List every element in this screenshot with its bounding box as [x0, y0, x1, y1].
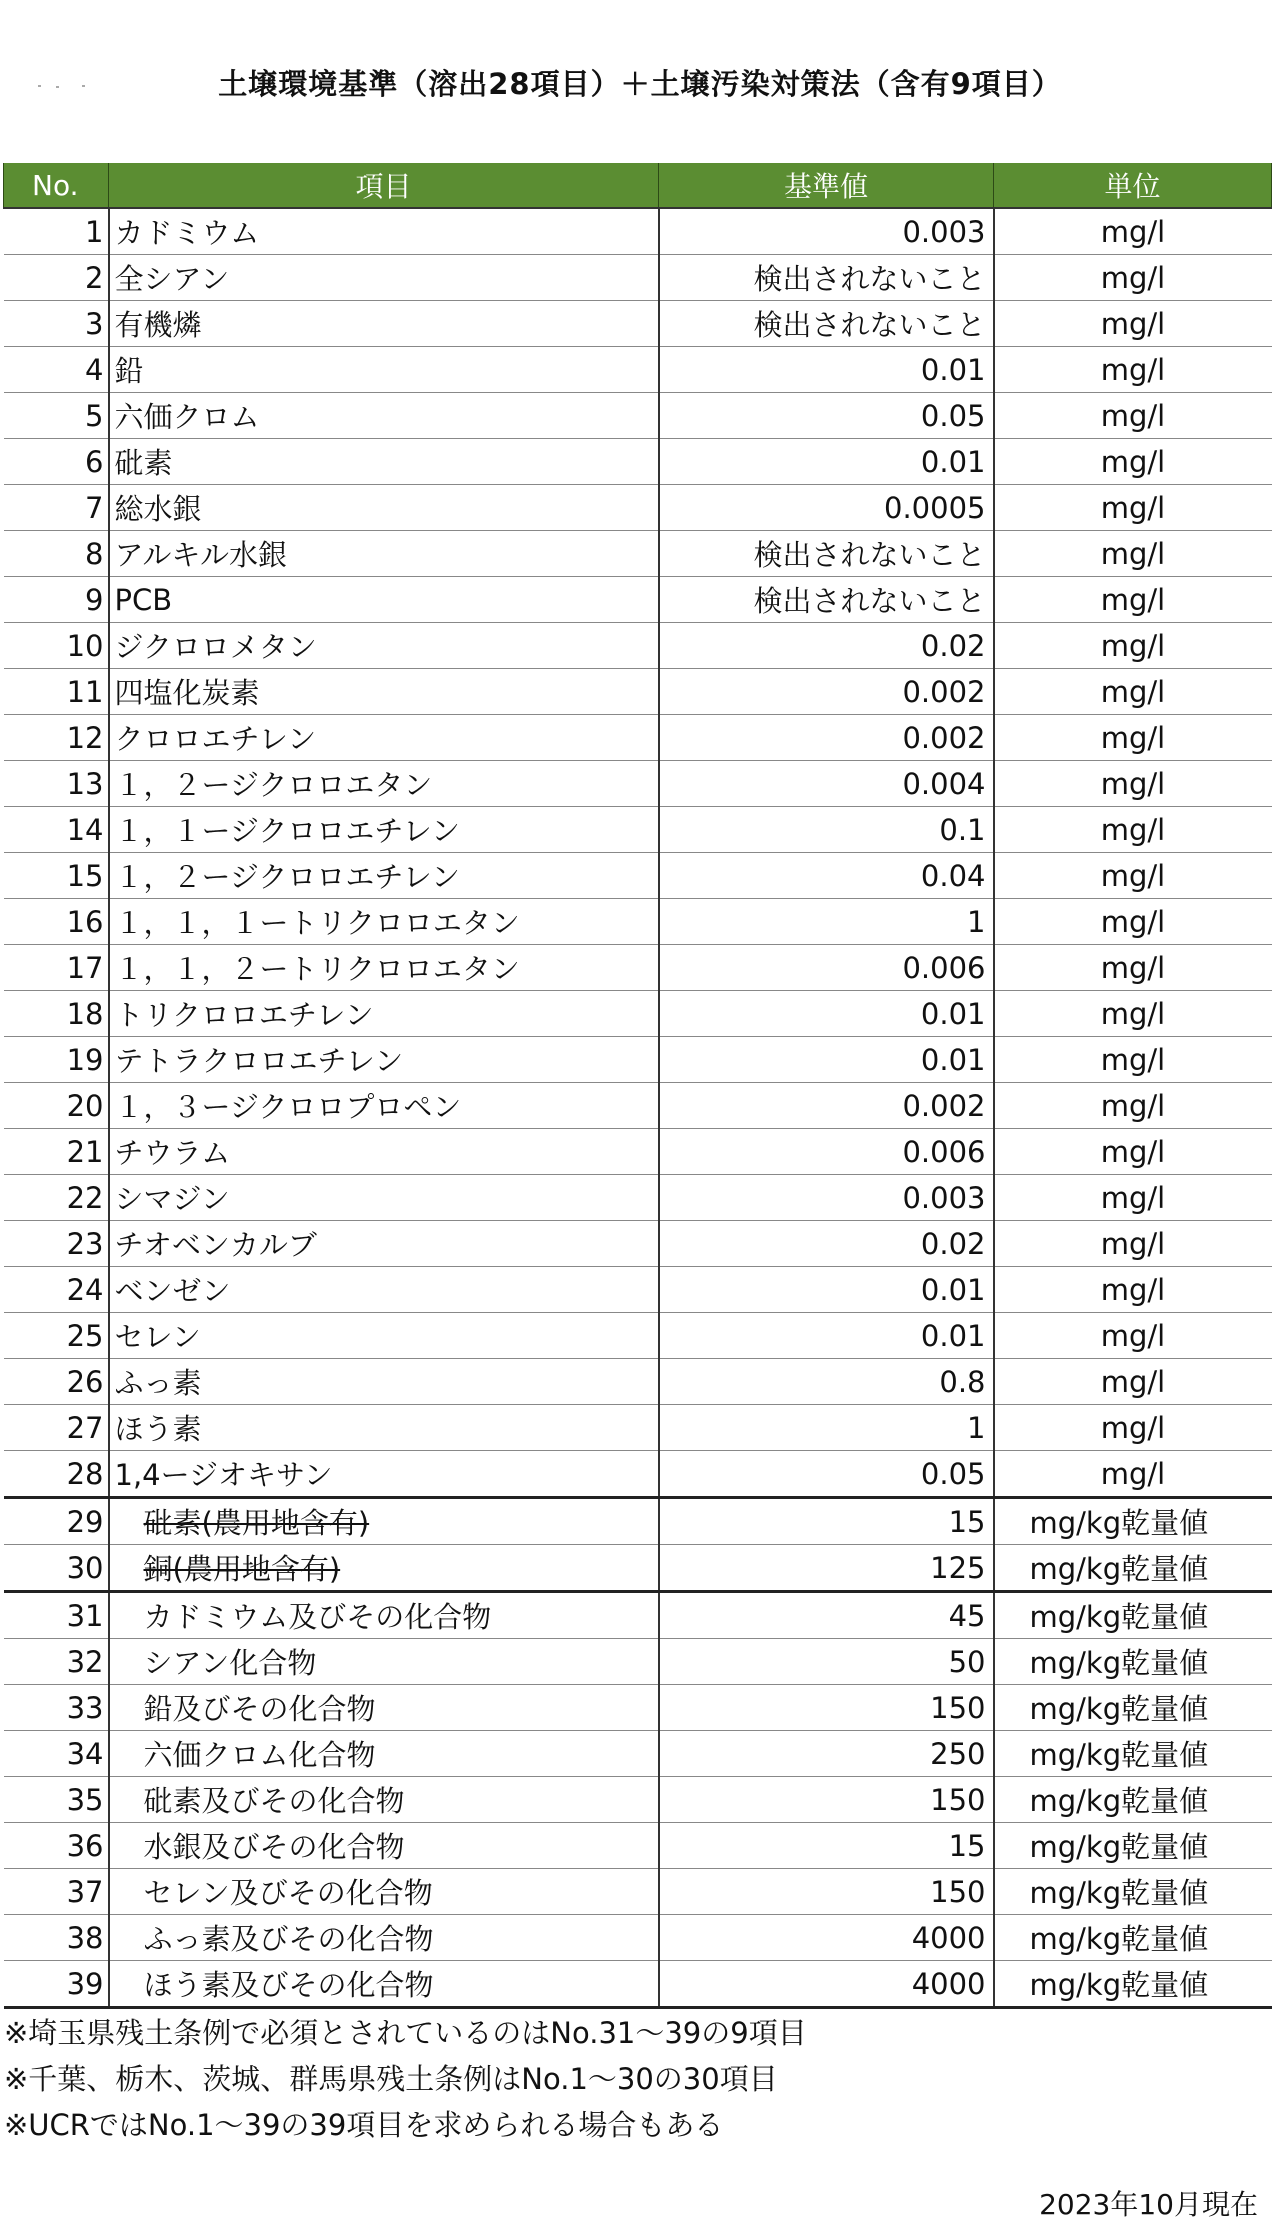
table-row	[4, 853, 1272, 899]
table-row	[4, 1037, 1272, 1083]
header-value: 基準値	[659, 163, 994, 208]
unit-cell: mg/l	[994, 208, 1272, 255]
table-row	[4, 301, 1272, 347]
item-name-cell: チオベンカルブ	[109, 1221, 659, 1267]
standard-value-cell: 0.006	[659, 1129, 994, 1175]
header-unit: 単位	[994, 163, 1272, 208]
standard-value-cell: 検出されないこと	[659, 301, 994, 347]
table-row	[4, 347, 1272, 393]
unit-cell: mg/l	[994, 623, 1272, 669]
unit-cell: mg/kg乾量値	[994, 1823, 1272, 1869]
row-number-cell: 16	[4, 899, 109, 945]
row-number-cell: 35	[4, 1777, 109, 1823]
standard-value-cell: 0.01	[659, 1267, 994, 1313]
standard-value-cell: 15	[659, 1823, 994, 1869]
row-number-cell: 33	[4, 1685, 109, 1731]
item-name-cell: トリクロロエチレン	[109, 991, 659, 1037]
item-name-cell: クロロエチレン	[109, 715, 659, 761]
unit-cell: mg/l	[994, 853, 1272, 899]
unit-cell: mg/l	[994, 669, 1272, 715]
standard-value-cell: 0.01	[659, 439, 994, 485]
unit-cell: mg/l	[994, 577, 1272, 623]
unit-cell: mg/kg乾量値	[994, 1777, 1272, 1823]
row-number-cell: 5	[4, 393, 109, 439]
note-item: ※UCRではNo.1～39の39項目を求められる場合もある	[4, 2108, 724, 2142]
item-name-cell: 全シアン	[109, 255, 659, 301]
table-row	[4, 1731, 1272, 1777]
header-no: No.	[4, 163, 109, 208]
item-name-cell: １，２ージクロロエタン	[109, 761, 659, 807]
table-row	[4, 899, 1272, 945]
row-number-cell: 32	[4, 1639, 109, 1685]
row-number-cell: 8	[4, 531, 109, 577]
unit-cell: mg/l	[994, 1037, 1272, 1083]
standard-value-cell: 0.002	[659, 715, 994, 761]
standard-value-cell: 0.01	[659, 1037, 994, 1083]
row-number-cell: 18	[4, 991, 109, 1037]
row-number-cell: 38	[4, 1915, 109, 1961]
item-name-cell: 有機燐	[109, 301, 659, 347]
standard-value-cell: 0.006	[659, 945, 994, 991]
table-row	[4, 1498, 1272, 1545]
standard-value-cell: 0.004	[659, 761, 994, 807]
unit-cell: mg/l	[994, 1313, 1272, 1359]
item-name-cell: 六価クロム化合物	[109, 1731, 659, 1777]
table-row	[4, 807, 1272, 853]
standard-value-cell: 150	[659, 1777, 994, 1823]
standards-table	[3, 163, 1272, 2009]
table-row	[4, 623, 1272, 669]
row-number-cell: 30	[4, 1545, 109, 1592]
standard-value-cell: 0.02	[659, 1221, 994, 1267]
standard-value-cell: 4000	[659, 1915, 994, 1961]
table-row	[4, 991, 1272, 1037]
unit-cell: mg/l	[994, 301, 1272, 347]
table-row	[4, 1175, 1272, 1221]
row-number-cell: 39	[4, 1961, 109, 2008]
table-row	[4, 208, 1272, 255]
standard-value-cell: 0.01	[659, 347, 994, 393]
item-name-cell	[109, 1545, 659, 1592]
table-row	[4, 1359, 1272, 1405]
unit-cell: mg/l	[994, 255, 1272, 301]
table-row	[4, 1313, 1272, 1359]
row-number-cell: 6	[4, 439, 109, 485]
item-name-cell: ほう素及びその化合物	[109, 1961, 659, 2008]
standard-value-cell: 0.02	[659, 623, 994, 669]
item-name-cell: ジクロロメタン	[109, 623, 659, 669]
row-number-cell: 21	[4, 1129, 109, 1175]
table-row	[4, 1083, 1272, 1129]
unit-cell: mg/l	[994, 1359, 1272, 1405]
standard-value-cell: 0.002	[659, 669, 994, 715]
row-number-cell: 22	[4, 1175, 109, 1221]
scan-speck	[38, 85, 41, 87]
unit-cell: mg/l	[994, 991, 1272, 1037]
unit-cell: mg/l	[994, 1267, 1272, 1313]
standard-value-cell: 1	[659, 899, 994, 945]
unit-cell: mg/kg乾量値	[994, 1545, 1272, 1592]
row-number-cell: 19	[4, 1037, 109, 1083]
item-name-cell: 砒素	[109, 439, 659, 485]
row-number-cell: 2	[4, 255, 109, 301]
row-number-cell: 9	[4, 577, 109, 623]
item-name-cell: 砒素及びその化合物	[109, 1777, 659, 1823]
unit-cell: mg/l	[994, 439, 1272, 485]
standard-value-cell: 150	[659, 1685, 994, 1731]
standard-value-cell: 15	[659, 1498, 994, 1545]
row-number-cell: 27	[4, 1405, 109, 1451]
row-number-cell: 34	[4, 1731, 109, 1777]
row-number-cell: 13	[4, 761, 109, 807]
row-number-cell: 12	[4, 715, 109, 761]
unit-cell: mg/l	[994, 899, 1272, 945]
item-name-cell: カドミウム	[109, 208, 659, 255]
row-number-cell: 25	[4, 1313, 109, 1359]
table-row	[4, 531, 1272, 577]
row-number-cell: 14	[4, 807, 109, 853]
standard-value-cell: 0.1	[659, 807, 994, 853]
item-name-cell: 鉛	[109, 347, 659, 393]
table-row	[4, 393, 1272, 439]
unit-cell: mg/l	[994, 1083, 1272, 1129]
unit-cell: mg/kg乾量値	[994, 1639, 1272, 1685]
row-number-cell: 17	[4, 945, 109, 991]
standard-value-cell: 0.8	[659, 1359, 994, 1405]
unit-cell: mg/kg乾量値	[994, 1961, 1272, 2008]
unit-cell: mg/kg乾量値	[994, 1592, 1272, 1639]
item-name-cell: ふっ素	[109, 1359, 659, 1405]
row-number-cell: 7	[4, 485, 109, 531]
standard-value-cell: 125	[659, 1545, 994, 1592]
unit-cell: mg/kg乾量値	[994, 1731, 1272, 1777]
unit-cell: mg/l	[994, 347, 1272, 393]
row-number-cell: 1	[4, 208, 109, 255]
standard-value-cell: 0.003	[659, 1175, 994, 1221]
item-name-cell: 六価クロム	[109, 393, 659, 439]
unit-cell: mg/l	[994, 1451, 1272, 1498]
unit-cell: mg/kg乾量値	[994, 1915, 1272, 1961]
table-row	[4, 439, 1272, 485]
standard-value-cell: 0.05	[659, 393, 994, 439]
unit-cell: mg/l	[994, 393, 1272, 439]
table-row	[4, 669, 1272, 715]
item-name-cell: 鉛及びその化合物	[109, 1685, 659, 1731]
table-row	[4, 1545, 1272, 1592]
item-name-cell: 総水銀	[109, 485, 659, 531]
notes	[4, 2010, 807, 2148]
unit-cell: mg/l	[994, 945, 1272, 991]
standard-value-cell: 検出されないこと	[659, 255, 994, 301]
table-row	[4, 1405, 1272, 1451]
table-body	[4, 208, 1272, 2008]
table-row	[4, 485, 1272, 531]
table-row	[4, 1592, 1272, 1639]
standard-value-cell: 150	[659, 1869, 994, 1915]
row-number-cell: 20	[4, 1083, 109, 1129]
item-name-cell: アルキル水銀	[109, 531, 659, 577]
standard-value-cell: 250	[659, 1731, 994, 1777]
row-number-cell: 26	[4, 1359, 109, 1405]
item-name-cell: １，１，１ートリクロロエタン	[109, 899, 659, 945]
row-number-cell: 15	[4, 853, 109, 899]
unit-cell: mg/l	[994, 531, 1272, 577]
header-name: 項目	[109, 163, 659, 208]
table-row	[4, 945, 1272, 991]
standard-value-cell: 0.002	[659, 1083, 994, 1129]
table-row	[4, 761, 1272, 807]
table-row	[4, 1823, 1272, 1869]
item-name-cell: テトラクロロエチレン	[109, 1037, 659, 1083]
table-row	[4, 1639, 1272, 1685]
standard-value-cell: 検出されないこと	[659, 531, 994, 577]
standard-value-cell: 50	[659, 1639, 994, 1685]
row-number-cell: 28	[4, 1451, 109, 1498]
item-name-cell: 水銀及びその化合物	[109, 1823, 659, 1869]
page-title: 土壌環境基準（溶出28項目）＋土壌汚染対策法（含有9項目）	[218, 67, 1062, 101]
item-name-cell: カドミウム及びその化合物	[109, 1592, 659, 1639]
scan-speck	[82, 85, 85, 87]
note-item: ※埼玉県残土条例で必須とされているのはNo.31～39の9項目	[4, 2016, 807, 2050]
table-row	[4, 1869, 1272, 1915]
unit-cell: mg/l	[994, 1129, 1272, 1175]
standard-value-cell: 4000	[659, 1961, 994, 2008]
item-name-cell: 1,4ージオキサン	[109, 1451, 659, 1498]
standard-value-cell: 0.05	[659, 1451, 994, 1498]
unit-cell: mg/kg乾量値	[994, 1869, 1272, 1915]
unit-cell: mg/kg乾量値	[994, 1685, 1272, 1731]
item-name-cell: セレン	[109, 1313, 659, 1359]
item-name-cell: ベンゼン	[109, 1267, 659, 1313]
item-name-cell: シマジン	[109, 1175, 659, 1221]
item-name-cell: 四塩化炭素	[109, 669, 659, 715]
standard-value-cell: 検出されないこと	[659, 577, 994, 623]
item-name-cell: １，１ージクロロエチレン	[109, 807, 659, 853]
unit-cell: mg/l	[994, 715, 1272, 761]
item-name-cell: PCB	[109, 577, 659, 623]
table-row	[4, 1915, 1272, 1961]
table-row	[4, 1961, 1272, 2008]
row-number-cell: 11	[4, 669, 109, 715]
note-item: ※千葉、栃木、茨城、群馬県残土条例はNo.1～30の30項目	[4, 2062, 778, 2096]
item-name-cell: ふっ素及びその化合物	[109, 1915, 659, 1961]
unit-cell: mg/l	[994, 761, 1272, 807]
row-number-cell: 3	[4, 301, 109, 347]
unit-cell: mg/l	[994, 807, 1272, 853]
table-row	[4, 715, 1272, 761]
scan-speck	[56, 86, 59, 88]
item-name-cell: １，１，２ートリクロロエタン	[109, 945, 659, 991]
item-name-cell: １，２ージクロロエチレン	[109, 853, 659, 899]
table-row	[4, 1777, 1272, 1823]
struck-item-name: 砒素(農用地含有)	[143, 1506, 370, 1540]
standard-value-cell: 1	[659, 1405, 994, 1451]
table-row	[4, 255, 1272, 301]
standard-value-cell: 45	[659, 1592, 994, 1639]
row-number-cell: 36	[4, 1823, 109, 1869]
unit-cell: mg/kg乾量値	[994, 1498, 1272, 1545]
table-row	[4, 577, 1272, 623]
standard-value-cell: 0.01	[659, 1313, 994, 1359]
row-number-cell: 23	[4, 1221, 109, 1267]
item-name-cell: ほう素	[109, 1405, 659, 1451]
item-name-cell: セレン及びその化合物	[109, 1869, 659, 1915]
table-header-row	[4, 163, 1272, 208]
row-number-cell: 29	[4, 1498, 109, 1545]
standard-value-cell: 0.003	[659, 208, 994, 255]
row-number-cell: 10	[4, 623, 109, 669]
item-name-cell: １，３ージクロロプロペン	[109, 1083, 659, 1129]
table-row	[4, 1221, 1272, 1267]
unit-cell: mg/l	[994, 1405, 1272, 1451]
item-name-cell: チウラム	[109, 1129, 659, 1175]
row-number-cell: 4	[4, 347, 109, 393]
table-row	[4, 1267, 1272, 1313]
item-name-cell: シアン化合物	[109, 1639, 659, 1685]
item-name-cell	[109, 1498, 659, 1545]
struck-item-name: 銅(農用地含有)	[143, 1552, 341, 1586]
table-row	[4, 1685, 1272, 1731]
unit-cell: mg/l	[994, 485, 1272, 531]
standard-value-cell: 0.04	[659, 853, 994, 899]
row-number-cell: 37	[4, 1869, 109, 1915]
unit-cell: mg/l	[994, 1221, 1272, 1267]
table-row	[4, 1129, 1272, 1175]
standard-value-cell: 0.01	[659, 991, 994, 1037]
date-stamp: 2023年10月現在	[1039, 2188, 1258, 2221]
row-number-cell: 24	[4, 1267, 109, 1313]
table-row	[4, 1451, 1272, 1498]
row-number-cell: 31	[4, 1592, 109, 1639]
standard-value-cell: 0.0005	[659, 485, 994, 531]
unit-cell: mg/l	[994, 1175, 1272, 1221]
